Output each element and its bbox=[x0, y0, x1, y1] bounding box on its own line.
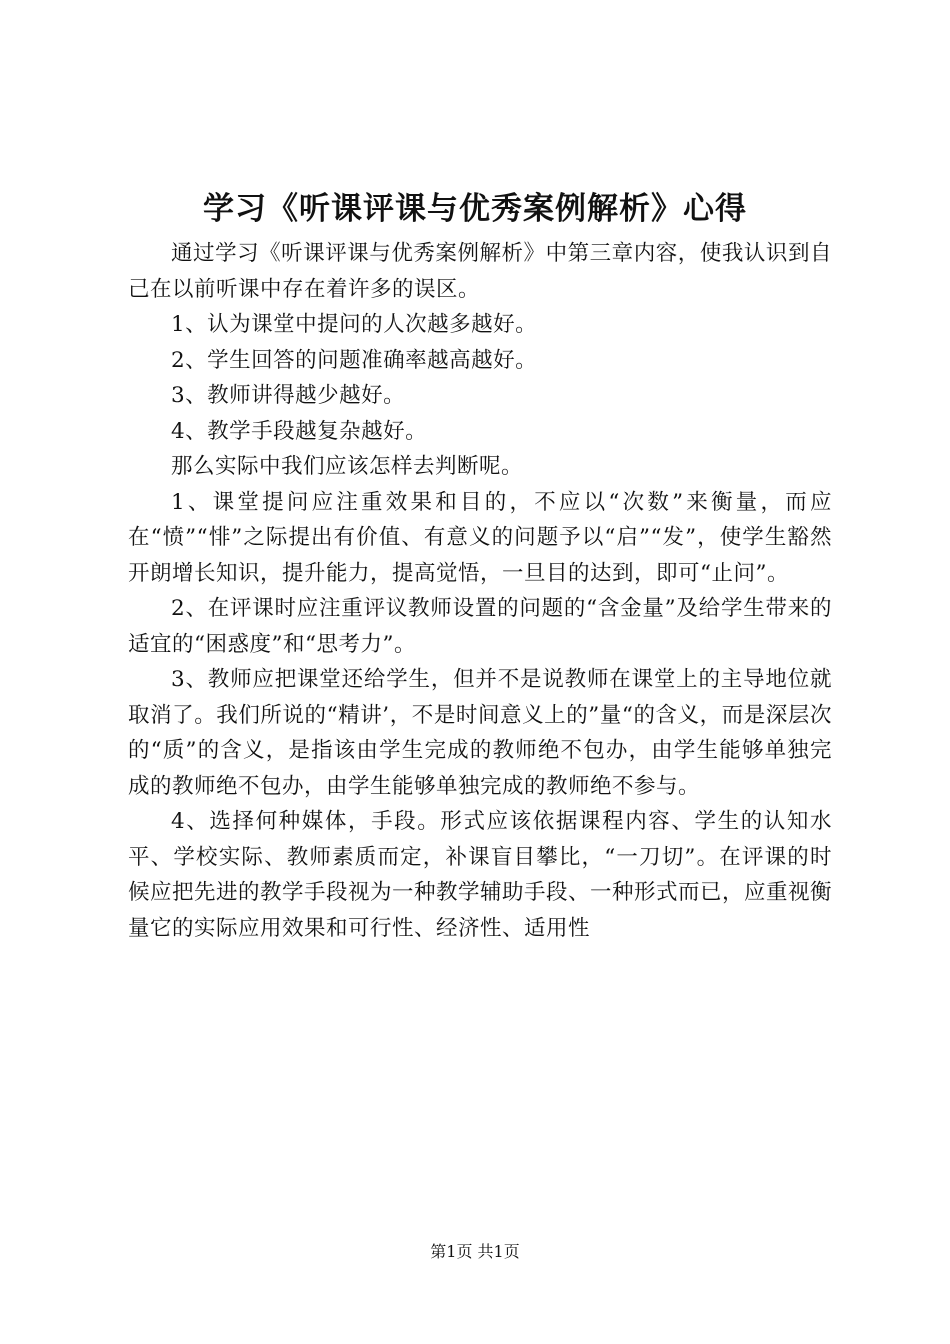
paragraph-question: 那么实际中我们应该怎样去判断呢。 bbox=[171, 454, 524, 479]
paragraph-intro: 通过学习《听课评课与优秀案例解析》中第三章内容，使我认识到自己在以前听课中存在着许多的误区。 bbox=[128, 241, 832, 302]
paragraph-point-3: 3、教师应把课堂还给学生，但并不是说教师在课堂上的主导地位就取消了。我们所说的“精讲’，不是时间意义上的”量“的含义，而是深层次的“质”的含义，是指该由学生完成的教师绝不包办，由学生能够单独完成的教师绝不包办，由学生能够单独完成的教师绝不参与。 bbox=[128, 667, 832, 799]
page-number-footer: 第1页 共1页 bbox=[430, 1242, 520, 1261]
document-title: 学习《听课评课与优秀案例解析》心得 bbox=[203, 191, 747, 227]
paragraph-misconception-2: 2、学生回答的问题准确率越高越好。 bbox=[171, 347, 538, 373]
paragraph-point-4: 4、选择何种媒体，手段。形式应该依据课程内容、学生的认知水平、学校实际、教师素质而定，补课盲目攀比，“一刀切”。在评课的时候应把先进的教学手段视为一种教学辅助手段、一种形式而已，应重视衡量它的实际应用效果和可行性、经济性、适用性 bbox=[128, 809, 833, 941]
paragraph-misconception-3: 3、教师讲得越少越好。 bbox=[171, 383, 406, 408]
document-body bbox=[128, 236, 832, 946]
paragraph-point-1: 1、课堂提问应注重效果和目的，不应以“次数”来衡量，而应在“愤”“悱”之际提出有价值、有意义的问题予以“启”“发”，使学生豁然开朗增长知识，提升能力，提高觉悟，一旦目的达到，即可“止问”。 bbox=[128, 489, 832, 586]
paragraph-misconception-1: 1、认为课堂中提问的人次越多越好。 bbox=[171, 312, 538, 337]
paragraph-misconception-4: 4、教学手段越复杂越好。 bbox=[171, 418, 428, 444]
paragraph-point-2: 2、在评课时应注重评议教师设置的问题的“含金量”及给学生带来的适宜的“困惑度”和“思考力”。 bbox=[128, 596, 832, 657]
